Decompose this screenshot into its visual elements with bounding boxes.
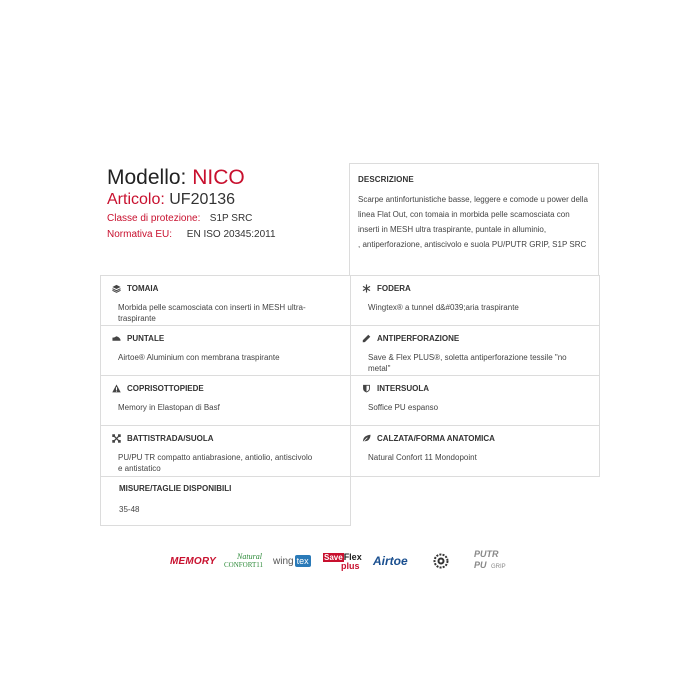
- description-title: DESCRIZIONE: [358, 175, 414, 184]
- spec-text: Save & Flex PLUS®, soletta antiperforazione tessile "no metal": [368, 353, 567, 373]
- spec-calzata: [350, 432, 600, 463]
- wingtex-logo: wing tex: [273, 555, 309, 567]
- gear-badge-logo: [433, 548, 449, 574]
- spec-title: CALZATA/FORMA ANATOMICA: [377, 433, 495, 443]
- spec-puntale: [100, 332, 350, 363]
- spec-title: MISURE/TAGLIE DISPONIBILI: [119, 483, 232, 493]
- natural-confort-logo: Natural CONFORT11: [224, 552, 263, 569]
- pencil-icon: [362, 334, 371, 343]
- spec-coprisottopiede: [100, 382, 350, 413]
- spec-text: Morbida pelle scamosciata con inserti in MESH ultra-traspirante: [118, 303, 306, 323]
- shield-icon: [362, 384, 371, 393]
- snowflake-icon: [362, 284, 371, 293]
- airtoe-logo: Airtoe: [373, 554, 408, 568]
- spec-antiperforazione: [350, 332, 600, 374]
- protection-line: [107, 211, 347, 227]
- spec-text: 35-48: [119, 505, 140, 514]
- spec-text: Airtoe® Aluminium con membrana traspirante: [118, 353, 280, 362]
- spec-tomaia: [100, 282, 350, 324]
- norm-line: [107, 227, 347, 243]
- leaf-icon: [362, 434, 371, 443]
- spec-title: PUNTALE: [127, 333, 165, 343]
- spec-title: FODERA: [377, 283, 411, 293]
- description-line: Scarpe antinfortunistiche basse, leggere e comode u power della: [358, 195, 588, 204]
- grid-line: [100, 525, 351, 526]
- spec-title: COPRISOTTOPIEDE: [127, 383, 204, 393]
- norm-label: Normativa EU:: [107, 229, 173, 240]
- description-box: [349, 163, 599, 275]
- description-line: , antiperforazione, antiscivolo e suola PU/PUTR GRIP, S1P SRC: [358, 240, 587, 249]
- spec-title: ANTIPERFORAZIONE: [377, 333, 460, 343]
- spec-text: Memory in Elastopan di Basf: [118, 403, 220, 412]
- shoe-tip-icon: [112, 334, 121, 343]
- article-label: Articolo:: [107, 191, 165, 208]
- spec-text: Natural Confort 11 Mondopoint: [368, 453, 477, 462]
- model-label: Modello:: [107, 166, 187, 189]
- spec-intersuola: [350, 382, 600, 413]
- protection-label: Classe di protezione:: [107, 213, 201, 224]
- technology-logos: [0, 548, 700, 574]
- spec-text: PU/PU TR compatto antiabrasione, antiolio, antiscivolo e antistatico: [118, 453, 313, 473]
- spec-text: Soffice PU espanso: [368, 403, 439, 412]
- arrows-icon: [112, 434, 121, 443]
- description-text: [358, 192, 590, 252]
- gear-icon: [433, 553, 449, 569]
- spec-misure: [100, 482, 350, 515]
- spec-title: BATTISTRADA/SUOLA: [127, 433, 214, 443]
- article-line: [107, 190, 347, 210]
- model-line: [107, 166, 347, 190]
- spec-title: TOMAIA: [127, 283, 159, 293]
- spec-fodera: [350, 282, 600, 313]
- layers-icon: [112, 284, 121, 293]
- norm-value: EN ISO 20345:2011: [186, 229, 276, 240]
- description-line: linea Flat Out, con tomaia in morbida pelle scamosciata con: [358, 210, 570, 219]
- spec-battistrada: [100, 432, 350, 474]
- spec-title: INTERSUOLA: [377, 383, 429, 393]
- spec-text: Wingtex® a tunnel d&#039;aria traspirante: [368, 303, 519, 312]
- memory-logo: MEMORY: [170, 555, 217, 567]
- protection-value: S1P SRC: [209, 213, 253, 224]
- model-name: NICO: [192, 166, 245, 189]
- article-code: UF20136: [169, 191, 236, 208]
- save-flex-plus-logo: SaveFlex plus: [324, 552, 362, 571]
- description-line: inserti in MESH ultra traspirante, puntale in alluminio,: [358, 225, 547, 234]
- product-header: [107, 166, 347, 243]
- putr-pu-grip-logo: PUTR PU GRIP: [474, 549, 506, 570]
- warning-icon: [112, 384, 121, 393]
